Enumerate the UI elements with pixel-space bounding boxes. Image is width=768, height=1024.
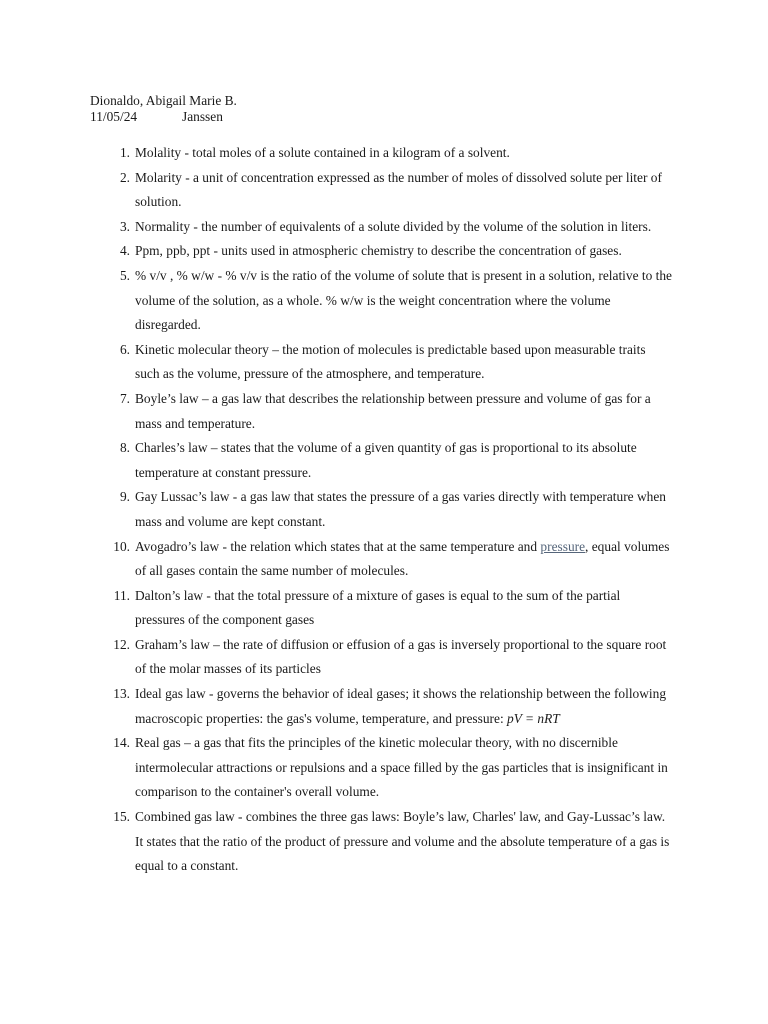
- date-line: [90, 109, 237, 125]
- list-item: [108, 141, 673, 166]
- date: 11/05/24: [90, 109, 138, 124]
- item-text: Ideal gas law - governs the behavior of ideal gases; it shows the relationship between the following macroscopic properties: the gas's volume, temperature, and pressure:: [135, 686, 667, 726]
- item-text: Molarity - a unit of concentration expressed as the number of moles of dissolved solute per liter of solution.: [135, 169, 662, 210]
- item-number: 8.: [119, 440, 130, 456]
- list-item: [108, 264, 673, 338]
- item-number: 15.: [113, 809, 130, 825]
- item-number: 13.: [113, 686, 130, 702]
- item-number: 6.: [119, 341, 130, 357]
- item-text: Charles’s law – states that the volume of a given quantity of gas is proportional to its absolute temperature at constant pressure.: [135, 440, 637, 480]
- item-text: Real gas – a gas that fits the principles of the kinetic molecular theory, with no discernible intermolecular attractions or repulsions and a space filled by the gas particles that is insignificant in comparison to the container's overall volume.: [135, 735, 668, 800]
- item-text: Graham’s law – the rate of diffusion or effusion of a gas is inversely proportional to the square root of the molar masses of its particles: [135, 636, 667, 677]
- item-number: 4.: [119, 243, 130, 259]
- pressure-link[interactable]: pressure: [540, 538, 586, 554]
- student-name: Dionaldo, Abigail Marie B.: [90, 93, 237, 108]
- list-item: [108, 215, 673, 240]
- item-number: 7.: [119, 390, 130, 406]
- item-text: Kinetic molecular theory – the motion of molecules is predictable based upon measurable traits such as the volume, pressure of the atmosphere, and temperature.: [135, 341, 646, 382]
- item-text: Ppm, ppb, ppt - units used in atmospheric chemistry to describe the concentration of gases.: [135, 243, 622, 259]
- item-text: Boyle’s law – a gas law that describes the relationship between pressure and volume of gas for a mass and temperature.: [135, 390, 651, 431]
- item-text: Gay Lussac’s law - a gas law that states the pressure of a gas varies directly with temperature when mass and volume are kept constant.: [135, 489, 666, 529]
- list-item: [108, 166, 673, 215]
- instructor-name: Janssen: [182, 109, 223, 124]
- list-item: [108, 436, 673, 485]
- list-item: [108, 682, 673, 731]
- item-number: 10.: [113, 538, 130, 554]
- item-text: Molality - total moles of a solute contained in a kilogram of a solvent.: [135, 145, 510, 160]
- document-header: [90, 93, 237, 125]
- item-text: Dalton’s law - that the total pressure of a mixture of gases is equal to the sum of the partial pressures of the component gases: [135, 587, 621, 628]
- list-item: [108, 805, 673, 879]
- list-item: [108, 633, 673, 682]
- item-number: 5.: [119, 267, 130, 283]
- list-item: [108, 338, 673, 387]
- item-number: 1.: [119, 145, 130, 160]
- item-number: 11.: [113, 587, 130, 603]
- list-item: [108, 535, 673, 584]
- definitions-list: [108, 141, 673, 879]
- list-item: [108, 485, 673, 534]
- list-item: [108, 584, 673, 633]
- item-text: % v/v , % w/w - % v/v is the ratio of the volume of solute that is present in a solution, relative to the volume of the solution, as a whole. % w/w is the weight concentration where the volume disregarded.: [135, 267, 673, 333]
- ideal-gas-formula: pV = nRT: [507, 710, 560, 726]
- item-text: Normality - the number of equivalents of a solute divided by the volume of the solution in liters.: [135, 218, 652, 234]
- item-number: 14.: [113, 735, 130, 751]
- item-text-before: Avogadro’s law - the relation which states that at the same temperature and: [135, 538, 541, 554]
- item-number: 9.: [119, 489, 130, 505]
- item-text: Combined gas law - combines the three gas laws: Boyle’s law, Charles' law, and Gay-Lussac’s law. It states that the ratio of the product of pressure and volume and the absolute temperature of a gas is equal to a constant.: [135, 809, 670, 874]
- item-text-after: , equal volumes of all gases contain the same number of molecules.: [135, 538, 670, 579]
- item-number: 12.: [113, 636, 130, 652]
- item-number: 2.: [119, 169, 130, 185]
- list-item: [108, 239, 673, 264]
- list-item: [108, 731, 673, 805]
- list-item: [108, 387, 673, 436]
- item-number: 3.: [119, 218, 130, 234]
